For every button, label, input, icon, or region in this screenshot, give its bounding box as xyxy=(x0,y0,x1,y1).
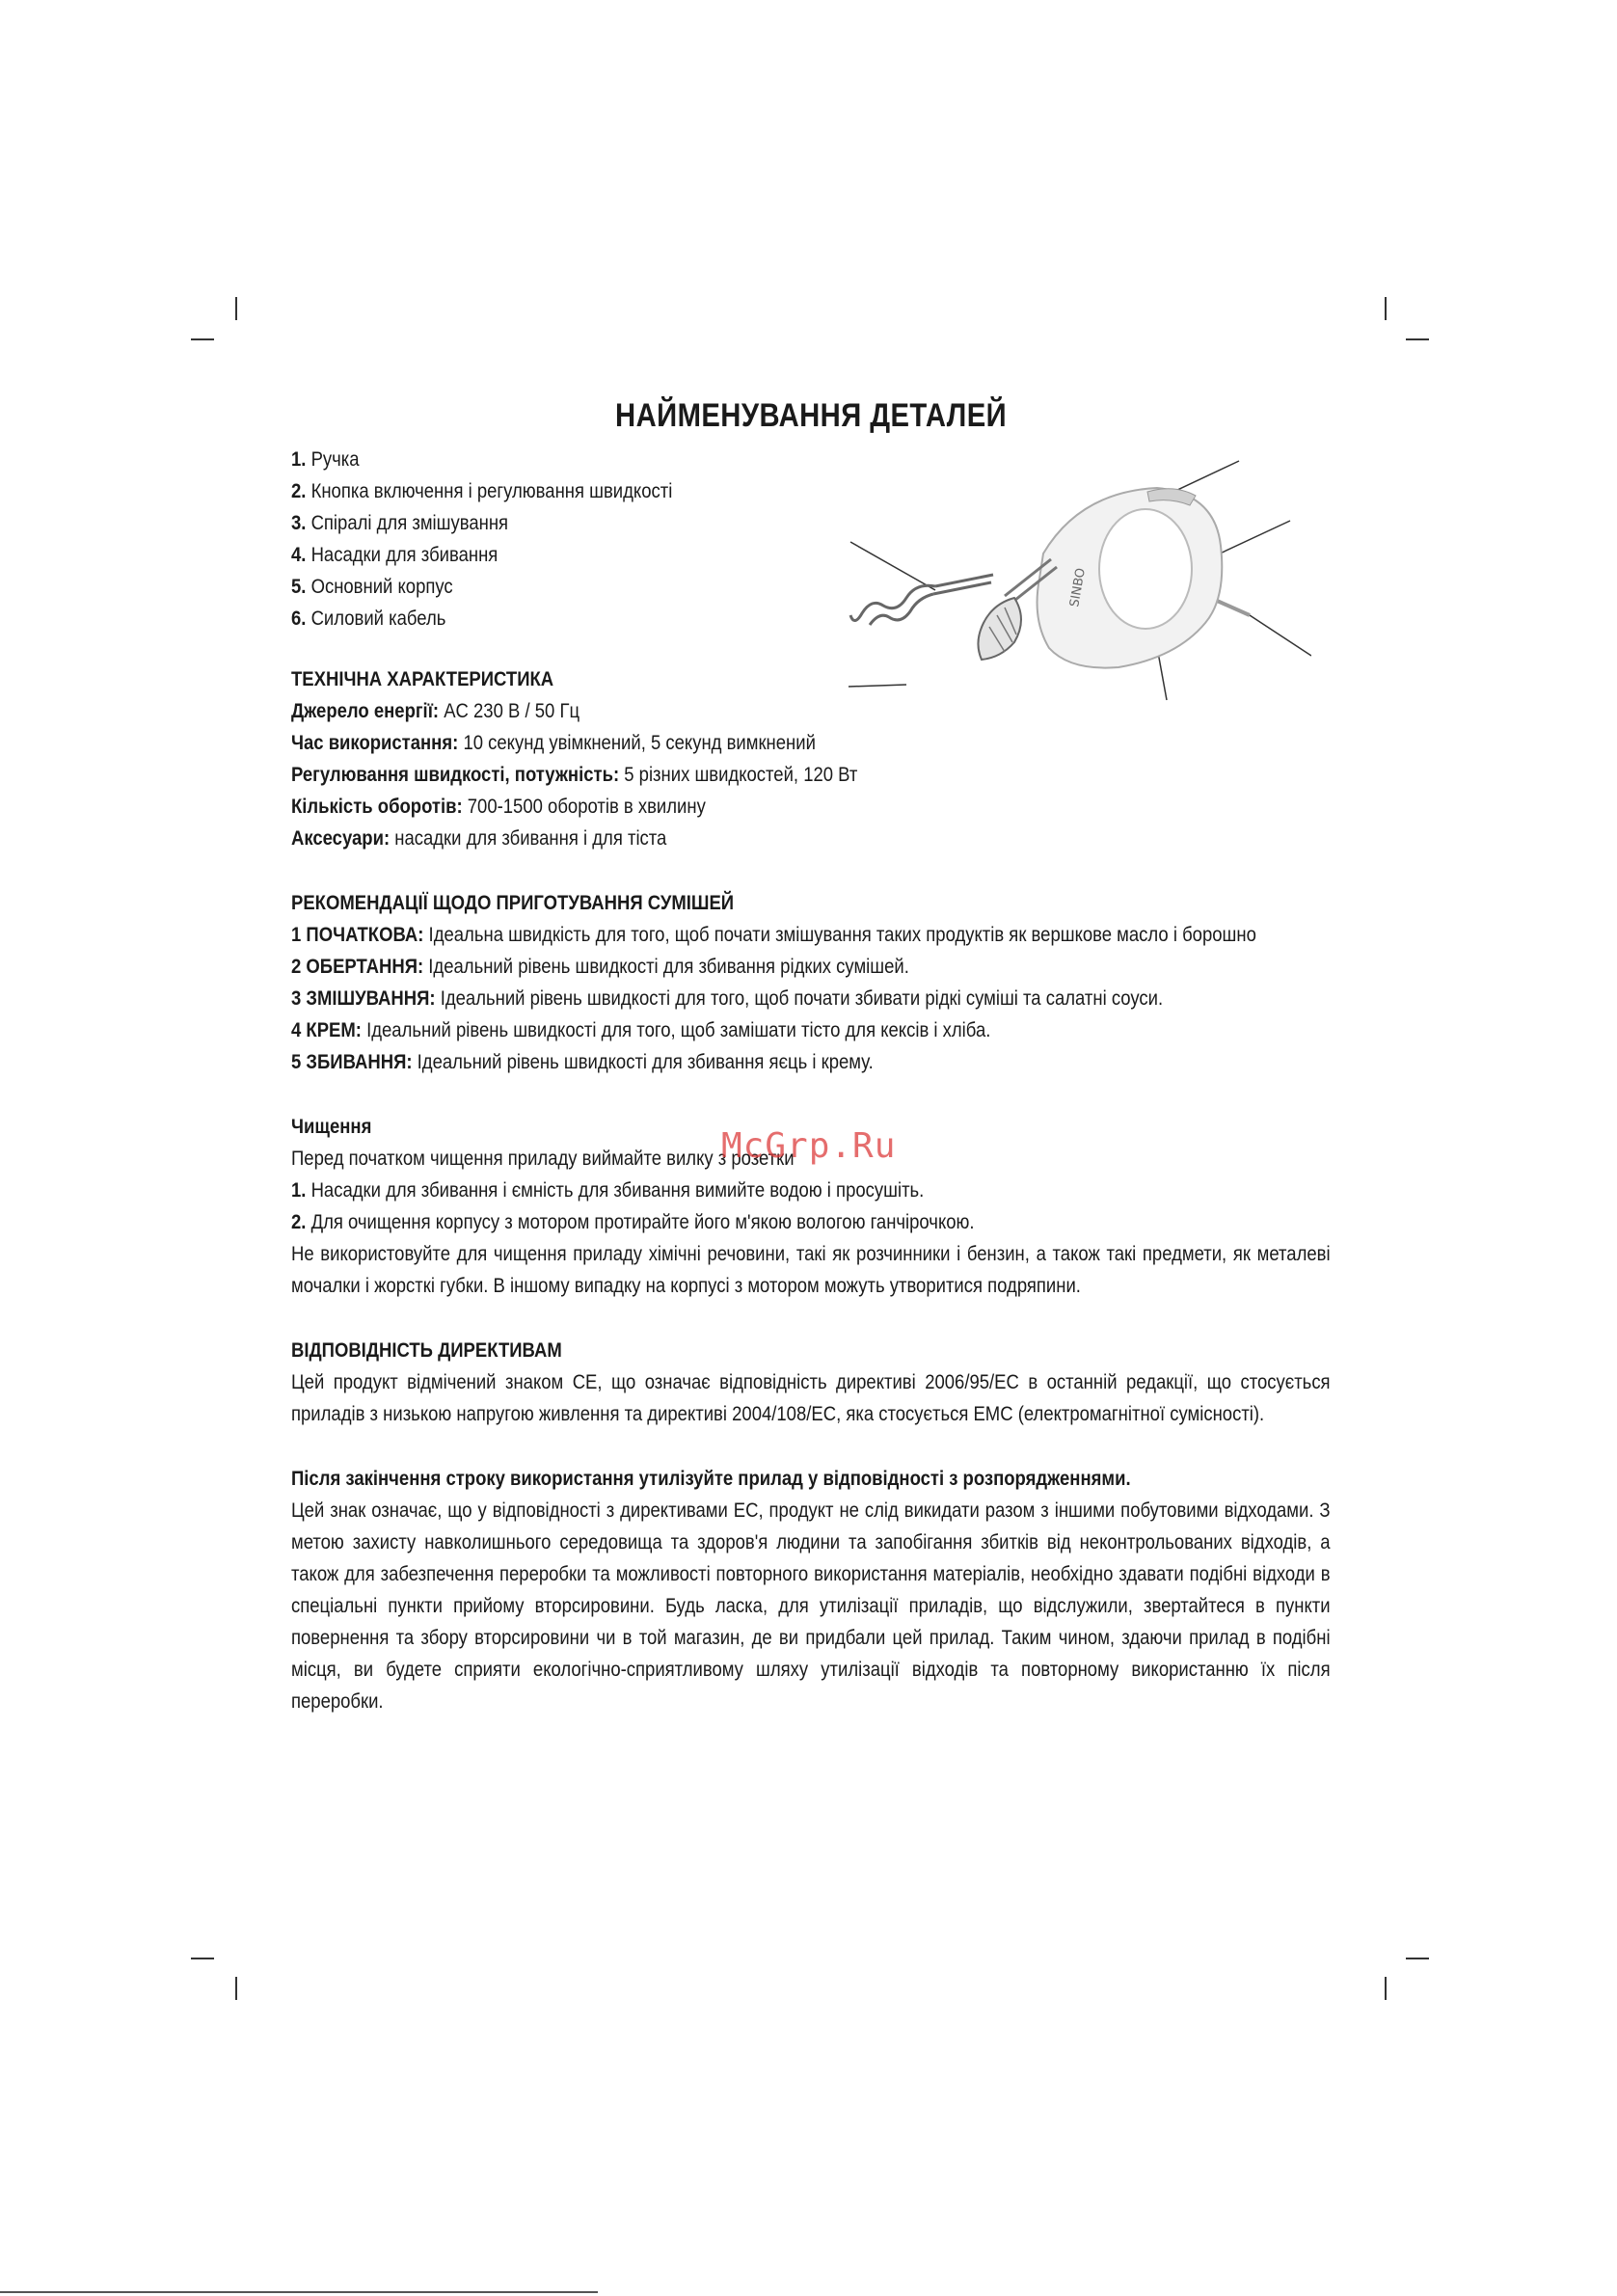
page-title: НАЙМЕНУВАННЯ ДЕТАЛЕЙ xyxy=(614,397,1008,434)
bottom-rule xyxy=(0,2291,598,2293)
crop-mark xyxy=(191,338,214,340)
list-item: 5. Основний корпус xyxy=(291,575,453,598)
list-item: 4. Насадки для збивання xyxy=(291,543,499,566)
crop-mark xyxy=(191,1958,214,1959)
cleaning-intro: Перед початком чищення приладу виймайте вилку з розетки xyxy=(291,1147,795,1170)
list-item: 3. Спіралі для змішування xyxy=(291,511,509,534)
crop-mark xyxy=(1406,338,1429,340)
list-item: 1. Насадки для збивання і ємність для збивання вимийте водою і просушіть. xyxy=(291,1178,925,1202)
cleaning-warning: Не використовуйте для чищення приладу хімічні речовини, такі як розчинники і бензин, а також такі предмети, як металеві мочалки і жорсткі губки. В іншому випадку на корпусі з мотором можуть утворитися подряпини. xyxy=(291,1242,1331,1297)
recommendations-list xyxy=(291,919,1331,1078)
crop-mark xyxy=(1385,1977,1387,2000)
recommendations-heading: РЕКОМЕНДАЦІЇ ЩОДО ПРИГОТУВАННЯ СУМІШЕЙ xyxy=(291,891,735,914)
list-item: 2. Кнопка включення і регулювання швидкості xyxy=(291,479,673,502)
list-item: 2 ОБЕРТАННЯ: Ідеальний рівень швидкості для збивання рідких сумішей. xyxy=(291,955,909,978)
crop-mark xyxy=(1385,297,1387,320)
list-item: 1 ПОЧАТКОВА: Ідеальна швидкість для того, щоб почати змішування таких продуктів як вершкове масло і борошно xyxy=(291,923,1256,946)
list-item: 4 КРЕМ: Ідеальний рівень швидкості для того, щоб замішати тісто для кексів і хліба. xyxy=(291,1018,991,1041)
disposal-heading: Після закінчення строку використання утилізуйте прилад у відповідності з розпорядженнями. xyxy=(291,1467,1131,1490)
crop-mark xyxy=(235,297,237,320)
crop-mark xyxy=(1406,1958,1429,1959)
crop-mark xyxy=(235,1977,237,2000)
list-item: 1. Ручка xyxy=(291,447,360,471)
spec-row: Аксесуари: насадки для збивання і для тіста xyxy=(291,826,667,850)
cleaning-heading: Чищення xyxy=(291,1115,372,1138)
list-item: 5 ЗБИВАННЯ: Ідеальний рівень швидкості для збивання яєць і крему. xyxy=(291,1050,874,1073)
list-item: 6. Силовий кабель xyxy=(291,607,446,630)
list-item: 2. Для очищення корпусу з мотором протирайте його м'якою вологою ганчірочкою. xyxy=(291,1210,975,1233)
parts-list xyxy=(291,444,1331,635)
spec-row: Кількість оборотів: 700-1500 оборотів в хвилину xyxy=(291,795,706,818)
brand-logo: SINBO xyxy=(1067,566,1090,608)
spec-row: Час використання: 10 секунд увімкнений, 5 секунд вимкнений xyxy=(291,731,816,754)
specs-list xyxy=(291,695,1331,854)
watermark: McGrp.Ru xyxy=(721,1126,897,1166)
spec-row: Джерело енергії: AC 230 В / 50 Гц xyxy=(291,699,580,722)
compliance-heading: ВІДПОВІДНІСТЬ ДИРЕКТИВАМ xyxy=(291,1338,562,1362)
compliance-text: Цей продукт відмічений знаком СЕ, що означає відповідність директиві 2006/95/ЕС в останній редакції, що стосується приладів з низькою напругою живлення та директиві 2004/108/ЕС, яка стосується ЕМС (електромагнітної сумісності). xyxy=(291,1370,1331,1425)
document-body xyxy=(291,393,1331,1717)
list-item: 3 ЗМІШУВАННЯ: Ідеальний рівень швидкості для того, щоб почати збивати рідкі суміші та салатні соуси. xyxy=(291,986,1164,1010)
disposal-text: Цей знак означає, що у відповідності з директивами ЕС, продукт не слід викидати разом з іншими побутовими відходами. З метою захисту навколишнього середовища та здоров'я людини та запобігання збитків від неконтрольованих відходів, а також для забезпечення переробки та можливості повторного використання матеріалів, необхідно здавати подібні відходи в спеціальні пункти прийому вторсировини. Будь ласка, для утилізації приладів, що відслужили, звертайтеся в пункти повернення та збору вторсировини чи в той магазин, де ви придбали цей прилад. Таким чином, здаючи прилад в подібні місця, ви будете сприяти екологічно-сприятливому шляху утилізації відходів та повторному використанню їх після переробки. xyxy=(291,1499,1331,1713)
specs-heading: ТЕХНІЧНА ХАРАКТЕРИСТИКА xyxy=(291,667,554,690)
spec-row: Регулювання швидкості, потужність: 5 різних швидкостей, 120 Вт xyxy=(291,763,858,786)
